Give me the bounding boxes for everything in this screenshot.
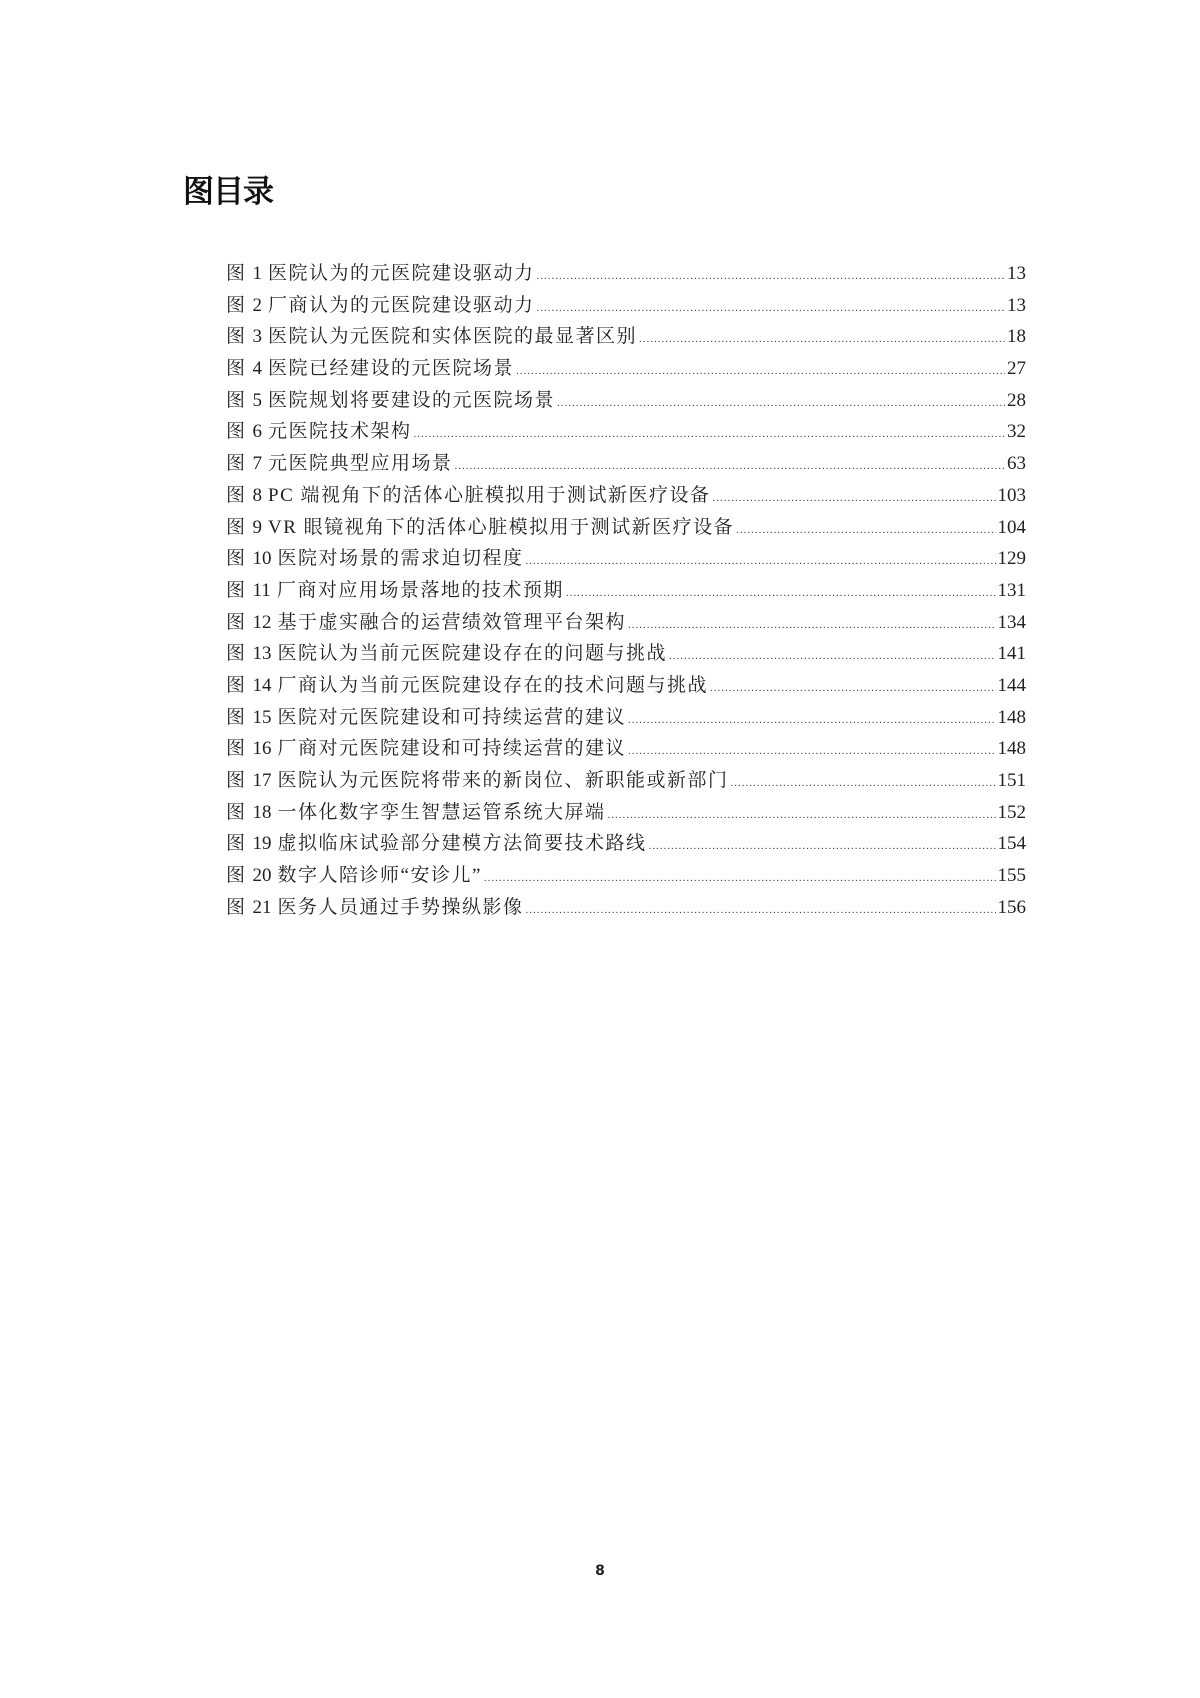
dot-leader xyxy=(731,768,996,800)
entry-label xyxy=(226,828,647,860)
entry-label xyxy=(226,321,637,353)
toc-entry[interactable] xyxy=(226,797,1026,829)
entry-prefix: 图 xyxy=(226,358,247,380)
entry-label xyxy=(226,670,708,702)
toc-entry[interactable] xyxy=(226,733,1026,765)
entry-number: 4 xyxy=(252,358,263,380)
entry-number: 10 xyxy=(252,548,272,570)
entry-title: 医院认为的元医院建设驱动力 xyxy=(268,263,535,284)
entry-prefix: 图 xyxy=(226,833,247,855)
entry-prefix: 图 xyxy=(226,548,247,570)
entry-number: 12 xyxy=(252,611,272,633)
entry-number: 11 xyxy=(252,579,271,601)
entry-label xyxy=(226,575,564,607)
entry-number: 20 xyxy=(252,865,272,887)
toc-entry[interactable] xyxy=(226,638,1026,670)
dot-leader xyxy=(649,831,996,863)
entry-page: 32 xyxy=(1007,421,1026,443)
entry-label xyxy=(226,290,535,322)
entry-label xyxy=(226,258,535,290)
entry-prefix: 图 xyxy=(226,421,247,443)
entry-title: 元医院典型应用场景 xyxy=(268,453,453,475)
entry-prefix: 图 xyxy=(226,453,247,475)
toc-entry[interactable] xyxy=(226,416,1026,448)
entry-label xyxy=(226,416,412,448)
figure-list xyxy=(226,258,1026,923)
toc-entry[interactable] xyxy=(226,512,1026,544)
toc-entry[interactable] xyxy=(226,828,1026,860)
dot-leader xyxy=(713,483,996,515)
toc-entry[interactable] xyxy=(226,670,1026,702)
toc-entry[interactable] xyxy=(226,575,1026,607)
toc-entry[interactable] xyxy=(226,892,1026,924)
dot-leader xyxy=(537,293,1005,325)
entry-prefix: 图 xyxy=(226,643,247,665)
entry-title: 厂商认为当前元医院建设存在的技术问题与挑战 xyxy=(277,674,709,696)
dot-leader xyxy=(628,610,995,642)
dot-leader xyxy=(628,736,995,768)
entry-label xyxy=(226,607,626,639)
entry-label xyxy=(226,892,524,924)
entry-number: 2 xyxy=(252,294,263,316)
dot-leader xyxy=(608,800,996,832)
entry-page: 63 xyxy=(1007,453,1026,475)
entry-number: 9 xyxy=(252,516,263,538)
entry-page: 151 xyxy=(997,770,1026,791)
toc-entry[interactable] xyxy=(226,321,1026,353)
dot-leader xyxy=(639,324,1005,356)
entry-title: 厂商对元医院建设和可持续运营的建议 xyxy=(277,738,627,760)
entry-page: 129 xyxy=(997,548,1026,570)
page-number: 8 xyxy=(595,1563,605,1579)
entry-page: 28 xyxy=(1007,389,1026,411)
toc-entry[interactable] xyxy=(226,353,1026,385)
entry-label xyxy=(226,512,734,544)
dot-leader xyxy=(516,356,1005,388)
entry-number: 13 xyxy=(252,643,272,665)
entry-page: 13 xyxy=(1007,263,1026,284)
toc-entry[interactable] xyxy=(226,860,1026,892)
toc-entry[interactable] xyxy=(226,607,1026,639)
entry-prefix: 图 xyxy=(226,389,247,411)
entry-number: 8 xyxy=(252,484,263,506)
entry-title: 厂商对应用场景落地的技术预期 xyxy=(276,579,564,601)
entry-page: 131 xyxy=(997,579,1026,601)
dot-leader xyxy=(484,863,996,895)
entry-prefix: 图 xyxy=(226,738,247,760)
entry-page: 103 xyxy=(997,484,1026,506)
entry-number: 18 xyxy=(252,801,272,823)
entry-prefix: 图 xyxy=(226,484,247,506)
entry-label xyxy=(226,733,626,765)
entry-label xyxy=(226,638,667,670)
entry-label xyxy=(226,797,606,829)
dot-leader xyxy=(557,388,1005,420)
entry-title: VR 眼镜视角下的活体心脏模拟用于测试新医疗设备 xyxy=(268,516,735,538)
entry-prefix: 图 xyxy=(226,896,247,918)
entry-title: 虚拟临床试验部分建模方法简要技术路线 xyxy=(277,833,647,855)
entry-title: 医院规划将要建设的元医院场景 xyxy=(268,389,556,411)
dot-leader xyxy=(566,578,996,610)
entry-title: 医务人员通过手势操纵影像 xyxy=(277,896,524,918)
entry-title: PC 端视角下的活体心脏模拟用于测试新医疗设备 xyxy=(268,484,711,506)
toc-entry[interactable] xyxy=(226,765,1026,797)
dot-leader xyxy=(669,641,995,673)
entry-number: 6 xyxy=(252,421,263,443)
entry-title: 医院对元医院建设和可持续运营的建议 xyxy=(277,706,627,728)
entry-page: 154 xyxy=(997,833,1026,855)
toc-entry[interactable] xyxy=(226,448,1026,480)
entry-prefix: 图 xyxy=(226,326,247,348)
entry-prefix: 图 xyxy=(226,294,247,316)
entry-page: 134 xyxy=(997,611,1026,633)
dot-leader xyxy=(537,261,1005,293)
entry-page: 27 xyxy=(1007,358,1026,380)
entry-label xyxy=(226,765,729,797)
entry-number: 21 xyxy=(252,896,272,918)
entry-prefix: 图 xyxy=(226,611,247,633)
dot-leader xyxy=(526,546,996,578)
entry-title: 医院已经建设的元医院场景 xyxy=(268,358,515,380)
dot-leader xyxy=(455,451,1005,483)
entry-page: 144 xyxy=(997,674,1026,696)
entry-title: 数字人陪诊师“安诊儿” xyxy=(277,865,482,887)
entry-page: 13 xyxy=(1007,294,1026,316)
entry-prefix: 图 xyxy=(226,674,247,696)
entry-title: 厂商认为的元医院建设驱动力 xyxy=(268,294,535,316)
entry-number: 5 xyxy=(252,389,263,411)
entry-prefix: 图 xyxy=(226,770,247,791)
entry-title: 元医院技术架构 xyxy=(268,421,412,443)
entry-title: 医院认为元医院和实体医院的最显著区别 xyxy=(268,326,638,348)
dot-leader xyxy=(414,419,1005,451)
entry-title: 医院认为元医院将带来的新岗位、新职能或新部门 xyxy=(277,770,729,791)
entry-number: 16 xyxy=(252,738,272,760)
dot-leader xyxy=(710,673,995,705)
entry-page: 141 xyxy=(997,643,1026,665)
entry-prefix: 图 xyxy=(226,801,247,823)
entry-number: 7 xyxy=(252,453,263,475)
entry-number: 14 xyxy=(252,674,272,696)
entry-prefix: 图 xyxy=(226,263,247,284)
entry-number: 3 xyxy=(252,326,263,348)
entry-page: 18 xyxy=(1007,326,1026,348)
entry-prefix: 图 xyxy=(226,865,247,887)
entry-page: 148 xyxy=(997,738,1026,760)
dot-leader xyxy=(736,515,995,547)
entry-page: 152 xyxy=(997,801,1026,823)
dot-leader xyxy=(526,895,996,927)
entry-page: 104 xyxy=(997,516,1026,538)
entry-label xyxy=(226,543,524,575)
entry-label xyxy=(226,385,555,417)
entry-prefix: 图 xyxy=(226,516,247,538)
entry-label xyxy=(226,860,482,892)
entry-page: 155 xyxy=(997,865,1026,887)
toc-entry[interactable] xyxy=(226,385,1026,417)
entry-label xyxy=(226,480,711,512)
entry-prefix: 图 xyxy=(226,579,247,601)
entry-title: 基于虚实融合的运营绩效管理平台架构 xyxy=(277,611,627,633)
entry-prefix: 图 xyxy=(226,706,247,728)
entry-number: 1 xyxy=(252,263,263,284)
toc-entry[interactable] xyxy=(226,290,1026,322)
entry-number: 19 xyxy=(252,833,272,855)
toc-entry[interactable] xyxy=(226,480,1026,512)
entry-number: 15 xyxy=(252,706,272,728)
entry-title: 医院认为当前元医院建设存在的问题与挑战 xyxy=(277,643,668,665)
entry-page: 148 xyxy=(997,706,1026,728)
entry-label xyxy=(226,702,626,734)
toc-entry[interactable] xyxy=(226,258,1026,290)
page-title: 图目录 xyxy=(183,174,273,210)
entry-title: 医院对场景的需求迫切程度 xyxy=(277,548,524,570)
entry-label xyxy=(226,448,453,480)
toc-entry[interactable] xyxy=(226,543,1026,575)
toc-entry[interactable] xyxy=(226,702,1026,734)
entry-label xyxy=(226,353,514,385)
dot-leader xyxy=(628,705,995,737)
entry-number: 17 xyxy=(252,770,272,791)
entry-page: 156 xyxy=(997,896,1026,918)
entry-title: 一体化数字孪生智慧运管系统大屏端 xyxy=(277,801,606,823)
